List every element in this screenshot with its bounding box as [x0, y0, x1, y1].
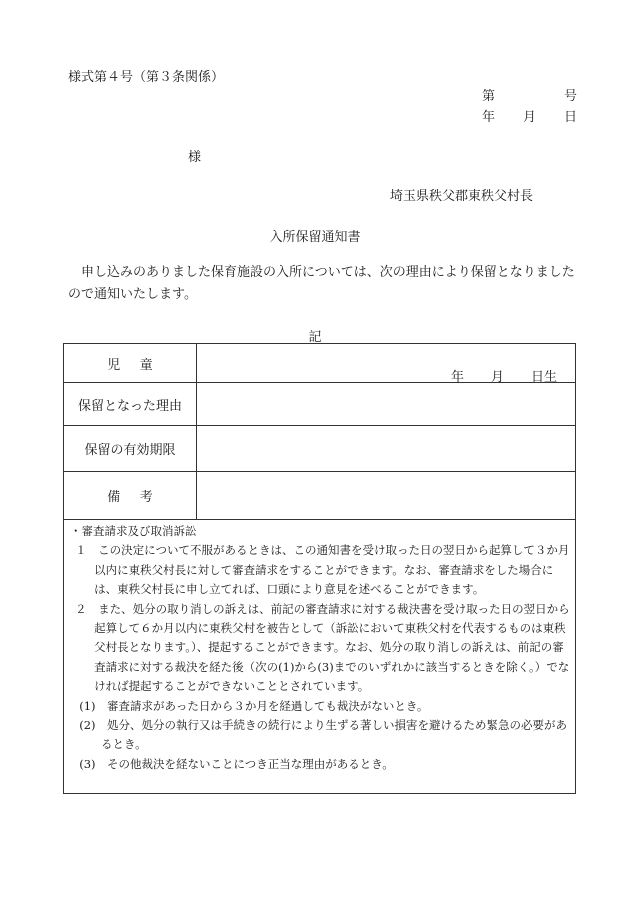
notice-item-2: ２ また、処分の取り消しの訴えは、前記の審査請求に対する裁決書を受け取った日の翌日から起算して６か月以内に東秩父村を被告として（訴訟において東秩父村を代表するものは東秩父村長となります。）、提起することができます。なお、処分の取り消しの訴えは、前記の審査請求に対する裁決を経た後（次の(1)から(3)までのいずれかに該当するときを除く。）でなければ提起することができないこととされています。	[75, 601, 570, 694]
birth-day-label: 日生	[531, 370, 558, 385]
table-row-reason	[64, 383, 576, 426]
child-value-cell	[197, 344, 576, 383]
appeal-notice-box	[63, 518, 576, 794]
document-number-prefix: 第	[482, 89, 496, 104]
notice-item-1: １ この決定について不服があるときは、この通知書を受け取った日の翌日から起算して３か月以内に東秩父村長に対して審査請求をすることができます。なお、審査請求をした場合には、東秩父村長に申し立てれば、口頭により意見を述べることができます。	[75, 543, 570, 597]
ki-marker: 記	[308, 330, 322, 345]
form-number: 様式第４号（第３条関係）	[68, 70, 225, 85]
document-title: 入所保留通知書	[269, 230, 361, 245]
notice-heading: ・審査請求及び取消訴訟	[70, 524, 197, 538]
addressee-honorific: 様	[188, 150, 202, 165]
document-number-suffix: 号	[564, 89, 578, 104]
issue-date-year: 年	[482, 110, 496, 125]
issuer-name: 埼玉県秩父郡東秩父村長	[390, 189, 534, 204]
child-label: 児童	[64, 344, 197, 383]
issue-date-day: 日	[564, 110, 578, 125]
remarks-value-cell	[197, 472, 576, 520]
reason-label: 保留となった理由	[64, 383, 197, 426]
notice-subitem-3: (3) その他裁決を経ないことにつき正当な理由があるとき。	[79, 756, 394, 771]
table-row-child	[64, 344, 576, 383]
info-table	[63, 343, 576, 520]
validity-value-cell	[197, 426, 576, 472]
remarks-label: 備考	[64, 472, 197, 520]
table-row-remarks	[64, 472, 576, 520]
issue-date-month: 月	[523, 110, 537, 125]
notice-subitem-1: (1) 審査請求があった日から３か月を経過しても裁決がないとき。	[79, 698, 429, 713]
birth-month-label: 月	[491, 370, 505, 385]
table-row-validity	[64, 426, 576, 472]
reason-value-cell	[197, 383, 576, 426]
notice-subitem-2: (2) 処分、処分の執行又は手続きの続行により生ずる著しい損害を避けるため緊急の必要があるとき。	[79, 718, 567, 752]
body-paragraph: 申し込みのありました保育施設の入所については、次の理由により保留となりましたので通知いたします。	[68, 265, 575, 302]
birth-year-label: 年	[451, 370, 465, 385]
validity-label: 保留の有効期限	[64, 426, 197, 472]
